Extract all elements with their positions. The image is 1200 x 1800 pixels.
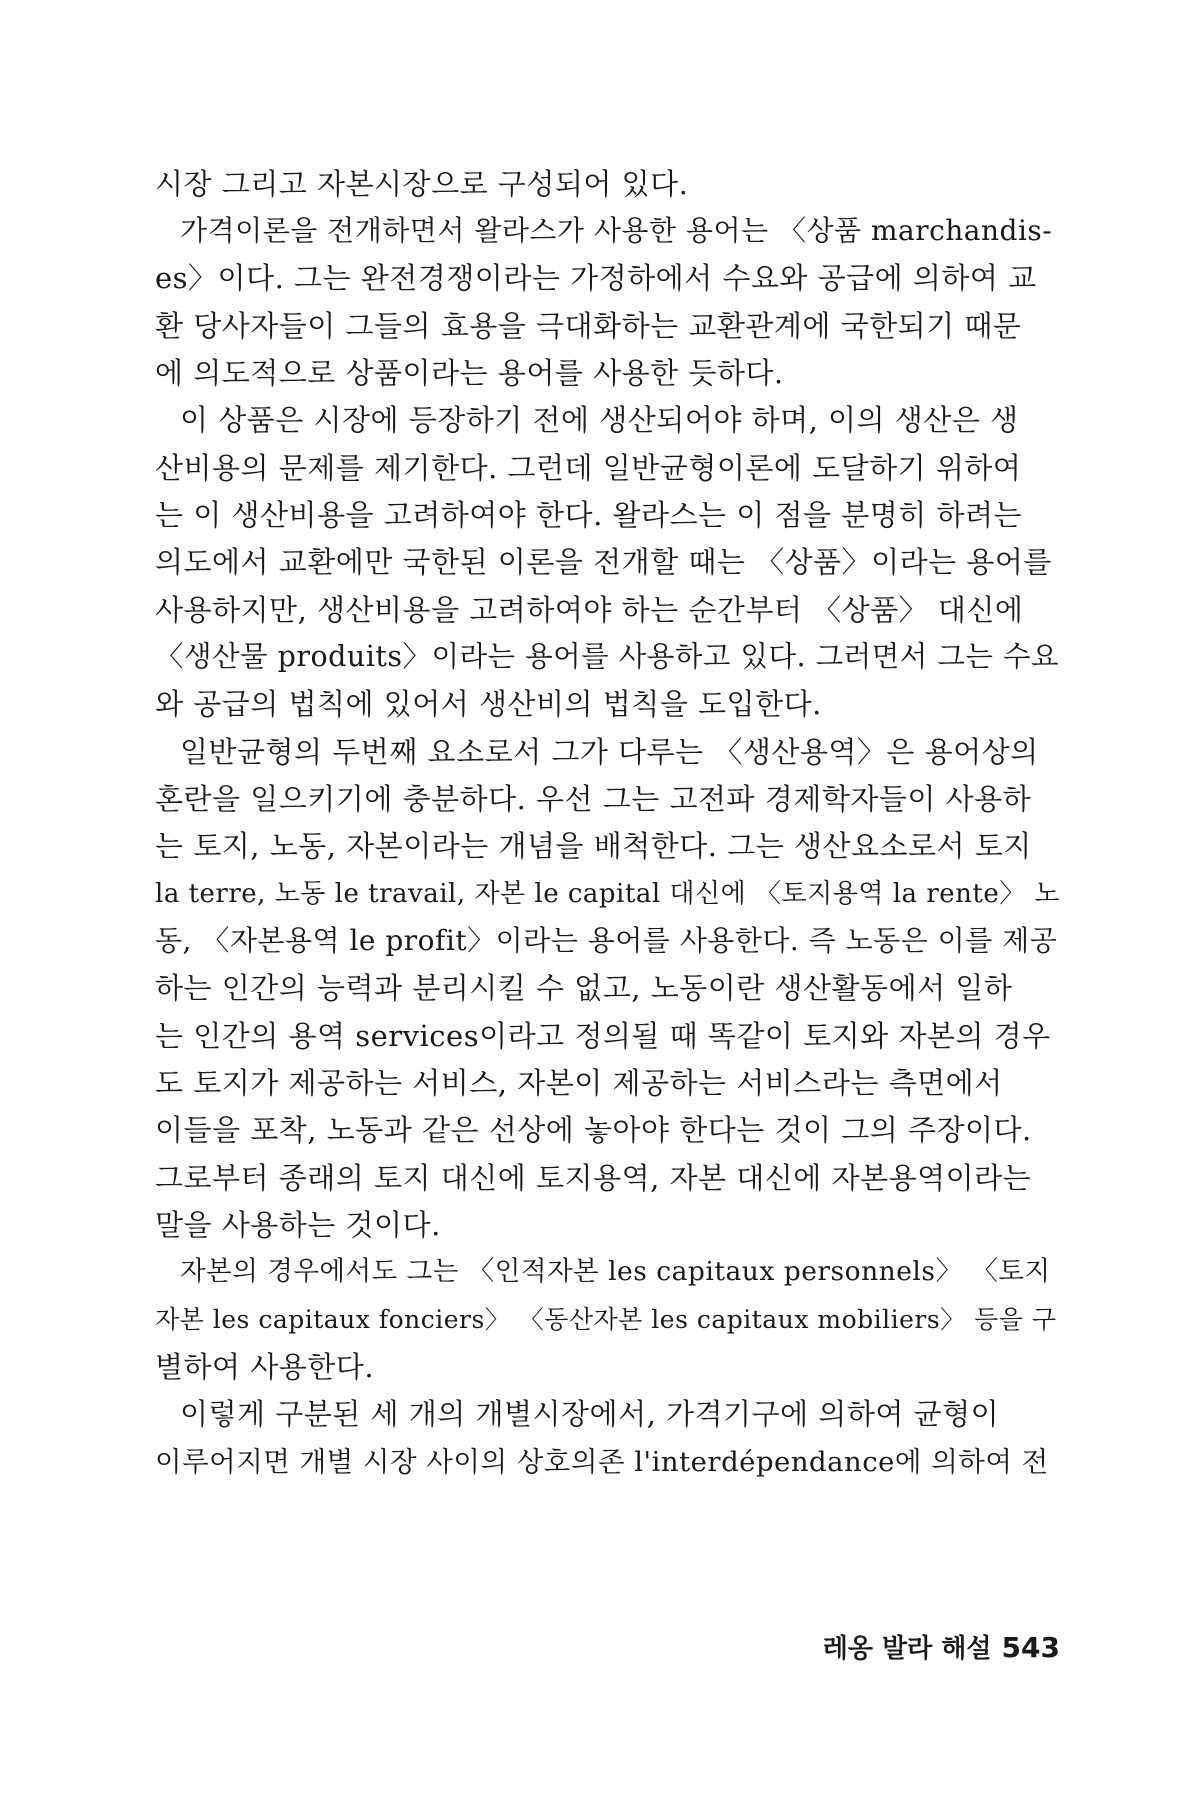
text-line: 그로부터 종래의 토지 대신에 토지용역, 자본 대신에 자본용역이라는 (155, 1161, 1032, 1195)
text-line: 일반균형의 두번째 요소로서 그가 다루는 〈생산용역〉은 용어상의 (180, 735, 1039, 769)
text-line: 시장 그리고 자본시장으로 구성되어 있다. (155, 167, 689, 201)
text-line: 는 인간의 용역 services이라고 정의될 때 똑같이 토지와 자본의 경우 (155, 1019, 1051, 1053)
text-line: 별하여 사용한다. (155, 1350, 375, 1384)
text-line: 와 공급의 법칙에 있어서 생산비의 법칙을 도입한다. (155, 687, 822, 721)
text-line: 말을 사용하는 것이다. (155, 1208, 441, 1242)
text-line: 자본 les capitaux fonciers〉 〈동산자본 les capitaux mobiliers〉 등을 구 (155, 1305, 1057, 1334)
text-line: 이루어지면 개별 시장 사이의 상호의존 l'interdépendance에 의하여 전 (155, 1446, 1049, 1478)
page-footer (700, 1628, 1060, 1669)
text-line: 가격이론을 전개하면서 왈라스가 사용한 용어는 〈상품 marchandis- (180, 214, 1053, 247)
text-line: 동, 〈자본용역 le profit〉이라는 용어를 사용한다. 즉 노동은 이를 제공 (155, 924, 1058, 957)
running-title: 레옹 발라 해설 (822, 1634, 992, 1664)
text-line: 하는 인간의 능력과 분리시킬 수 없고, 노동이란 생산활동에서 일하 (155, 971, 1013, 1005)
text-line: 자본의 경우에서도 그는 〈인적자본 les capitaux personnels〉 〈토지 (180, 1256, 1051, 1287)
text-line: 이렇게 구분된 세 개의 개별시장에서, 가격기구에 의하여 균형이 (180, 1397, 1000, 1431)
text-line: 이들을 포착, 노동과 같은 선상에 놓아야 한다는 것이 그의 주장이다. (155, 1113, 1032, 1147)
page-number: 543 (1001, 1631, 1060, 1664)
text-line: 는 이 생산비용을 고려하여야 한다. 왈라스는 이 점을 분명히 하려는 (155, 498, 1023, 532)
text-line: 〈생산물 produits〉이라는 용어를 사용하고 있다. 그러면서 그는 수요 (155, 640, 1060, 673)
text-line: 이 상품은 시장에 등장하기 전에 생산되어야 하며, 이의 생산은 생 (180, 403, 1019, 437)
text-line: la terre, 노동 le travail, 자본 le capital 대신에 〈토지용역 la rente〉 노 (155, 879, 1060, 909)
text-line: 도 토지가 제공하는 서비스, 자본이 제공하는 서비스라는 측면에서 (155, 1066, 1003, 1100)
text-line: es〉이다. 그는 완전경쟁이라는 가정하에서 수요와 공급에 의하여 교 (155, 261, 1037, 295)
text-line: 는 토지, 노동, 자본이라는 개념을 배척한다. 그는 생산요소로서 토지 (155, 829, 1032, 863)
text-line: 사용하지만, 생산비용을 고려하여야 하는 순간부터 〈상품〉 대신에 (155, 593, 1024, 627)
text-line: 환 당사자들이 그들의 효용을 극대화하는 교환관계에 국한되기 때문 (155, 309, 1022, 343)
text-line: 산비용의 문제를 제기한다. 그런데 일반균형이론에 도달하기 위하여 (155, 451, 1022, 485)
text-line: 에 의도적으로 상품이라는 용어를 사용한 듯하다. (155, 356, 784, 390)
text-line: 혼란을 일으키기에 충분하다. 우선 그는 고전파 경제학자들이 사용하 (155, 782, 1032, 816)
text-line: 의도에서 교환에만 국한된 이론을 전개할 때는 〈상품〉이라는 용어를 (155, 545, 1052, 579)
